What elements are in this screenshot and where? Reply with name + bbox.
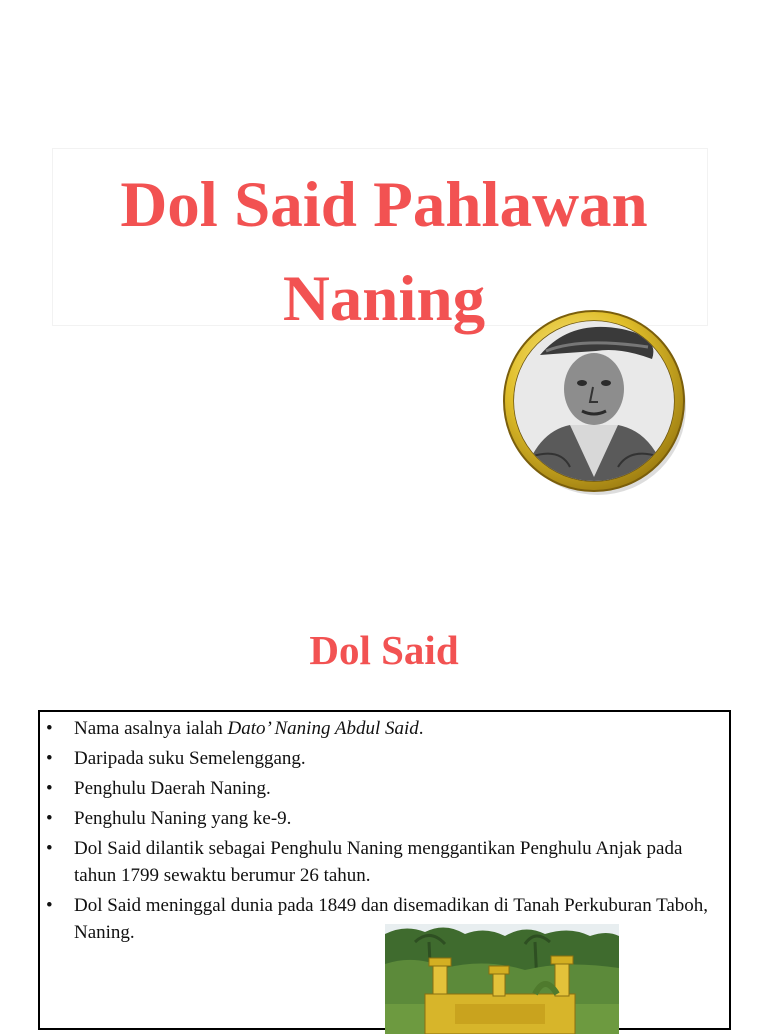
grave-photo-image	[385, 924, 619, 1034]
slide-title-line-2: Naning	[282, 263, 486, 335]
bullet-text: Nama asalnya ialah	[74, 718, 228, 739]
bullet-text: Daripada suku Semelenggang.	[74, 748, 306, 769]
bullet-text: Dol Said meninggal dunia pada 1849 dan disemadikan di Tanah Perkuburan Taboh, Naning.	[74, 895, 709, 943]
bullet-text: Penghulu Daerah Naning.	[74, 778, 271, 799]
slide-title-line-1: Dol Said Pahlawan	[120, 169, 648, 241]
bullet-marker: •	[46, 838, 53, 859]
bullet-suffix: .	[418, 718, 424, 739]
bullet-italic-name: Dato’ Naning Abdul Said	[227, 718, 419, 739]
list-item	[40, 835, 720, 889]
bullet-marker: •	[46, 778, 53, 799]
list-item	[40, 775, 720, 802]
section-title: Dol Said	[309, 627, 459, 673]
bullet-marker: •	[46, 748, 53, 769]
list-item	[40, 715, 720, 742]
bullet-marker: •	[46, 718, 53, 739]
list-item	[40, 745, 720, 772]
bullet-list	[40, 715, 720, 949]
bullet-text: Penghulu Naning yang ke-9.	[74, 808, 292, 829]
content-box	[38, 710, 731, 1030]
bullet-marker: •	[46, 808, 53, 829]
portrait-image	[500, 307, 688, 499]
bullet-marker: •	[46, 895, 53, 916]
bullet-text: Dol Said dilantik sebagai Penghulu Naning menggantikan Penghulu Anjak pada tahun 1799 sewaktu berumur 26 tahun.	[74, 838, 683, 886]
list-item	[40, 805, 720, 832]
